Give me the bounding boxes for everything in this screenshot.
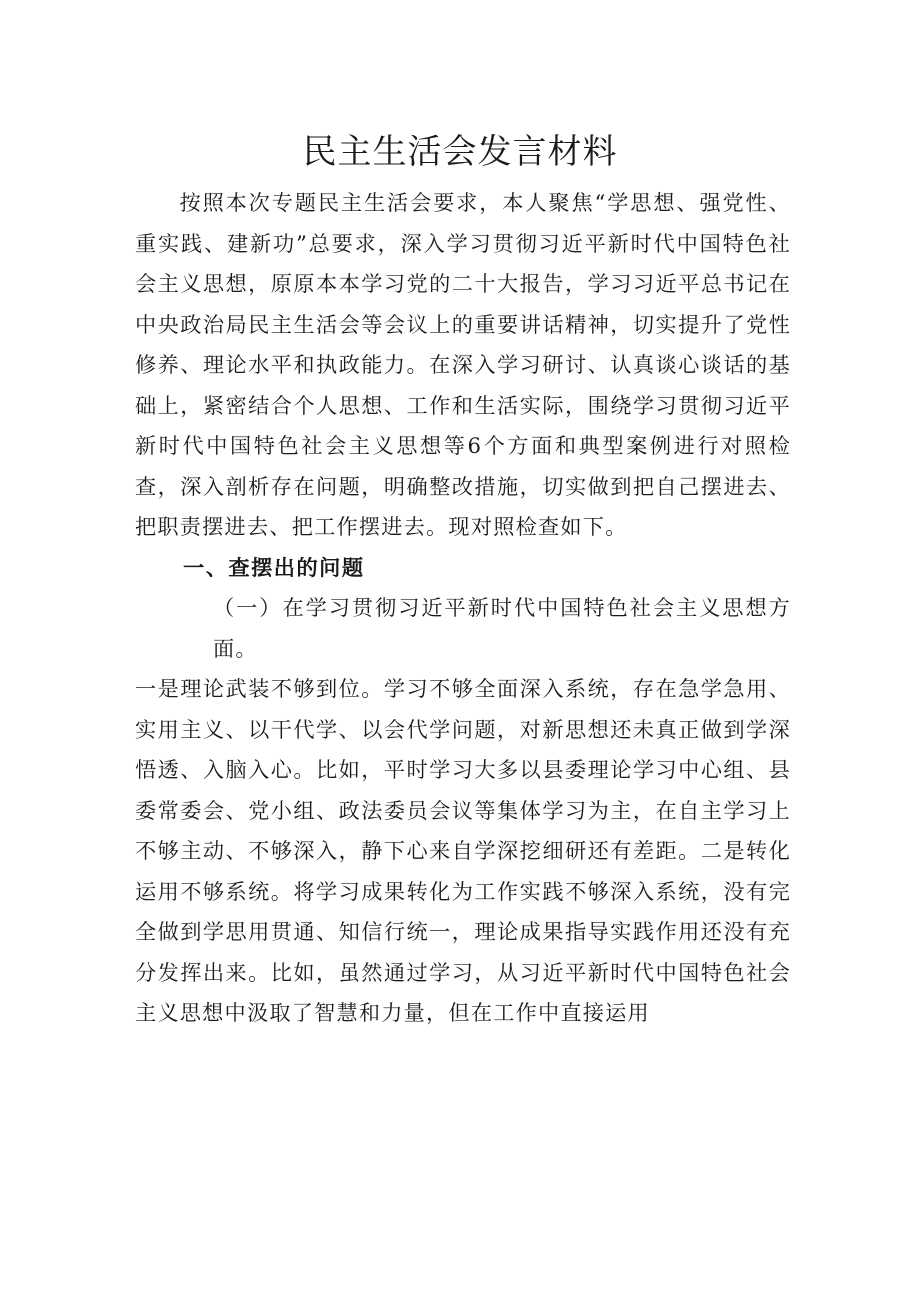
intro-paragraph: 按照本次专题民主生活会要求，本人聚焦“学思想、强党性、重实践、建新功”总要求，深入学习贯彻习近平新时代中国特色社会主义思想，原原本本学习党的二十大报告，学习习近平总书记在中央政治局民主生活会等会议上的重要讲话精神，切实提升了党性修养、理论水平和执政能力。在深入学习研讨、认真谈心谈话的基础上，紧密结合个人思想、工作和生活实际，围绕学习贯彻习近平新时代中国特色社会主义思想等6个方面和典型案例进行对照检查，深入剖析存在问题，明确整改措施，切实做到把自己摆进去、把职责摆进去、把工作摆进去。现对照检查如下。	[135, 190, 791, 539]
subsection-heading: （一）在学习贯彻习近平新时代中国特色社会主义思想方面。	[213, 595, 791, 661]
document-title: 民主生活会发言材料	[302, 132, 618, 172]
subsection-paragraph: 一是理论武装不够到位。学习不够全面深入系统，存在急学急用、实用主义、以干代学、以会代学问题，对新思想还未真正做到学深悟透、入脑入心。比如，平时学习大多以县委理论学习中心组、县委常委会、党小组、政法委员会议等集体学习为主，在自主学习上不够主动、不够深入，静下心来自学深挖细研还有差距。二是转化运用不够系统。将学习成果转化为工作实践不够深入系统，没有完全做到学思用贯通、知信行统一，理论成果指导实践作用还没有充分发挥出来。比如，虽然通过学习，从习近平新时代中国特色社会主义思想中汲取了智慧和力量，但在工作中直接运用	[135, 676, 791, 1025]
document-body	[135, 183, 791, 1034]
section-heading: 一、查摆出的问题	[183, 554, 365, 580]
